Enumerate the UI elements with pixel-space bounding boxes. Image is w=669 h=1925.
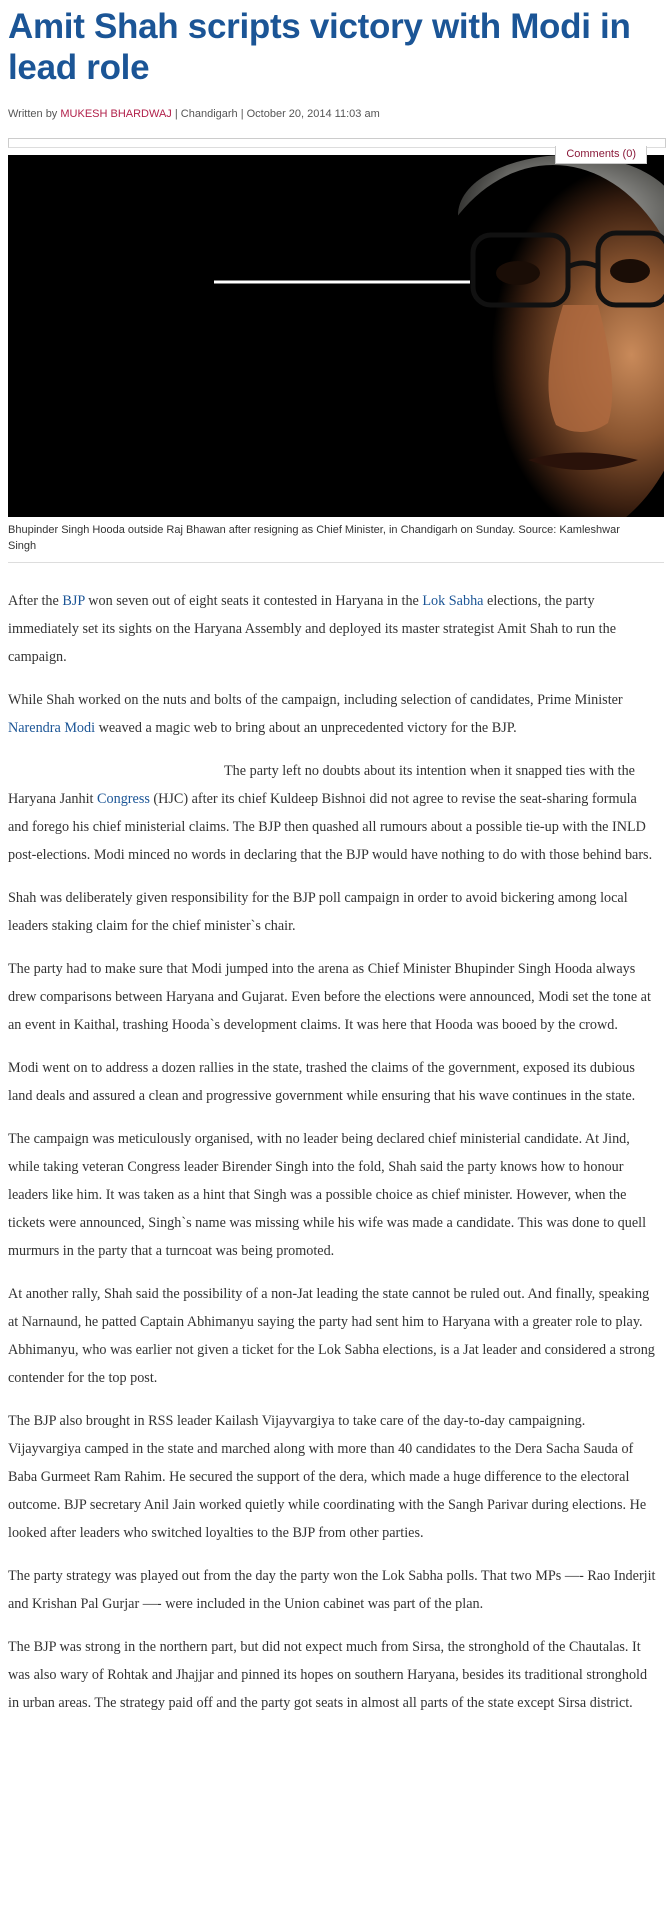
paragraph: The campaign was meticulously organised, with no leader being declared chief ministerial candidate. At Jind, while taking veteran Congress leader Birender Singh into the fold, Shah said the party knows how to honour leaders like him. It was taken as a hint that Singh was a possible choice as chief minister. However, when the tickets were announced, Singh`s name was missing while his wife was made a candidate. This was done to quell murmurs in the party that a turncoat was being promoted. xyxy=(8,1131,647,1259)
congress-link[interactable]: Congress xyxy=(97,791,150,807)
comments-button[interactable]: Comments (0) xyxy=(555,146,647,164)
paragraph: The party had to make sure that Modi jumped into the arena as Chief Minister Bhupinder Singh Hooda always drew comparisons between Haryana and Gujarat. Even before the elections were announced, Modi set the tone at an event in Kaithal, trashing Hooda`s development claims. It was here that Hooda was booed by the crowd. xyxy=(8,961,651,1033)
article-title: Amit Shah scripts victory with Modi in lead role xyxy=(8,7,631,87)
article-photo xyxy=(8,155,664,517)
byline-prefix: Written by xyxy=(8,108,61,120)
paragraph: The party left no doubts about its intention when it snapped ties with the Haryana Janhit Congress (HJC) after its chief Kuldeep Bishnoi did not agree to revise the seat-sharing formula and forego his chief ministerial claims. The BJP then quashed all rumours about a possible tie-up with the INLD post-elections. Modi minced no words in declaring that the BJP would have nothing to do with those behind bars. xyxy=(8,763,653,863)
portrait-image xyxy=(8,155,664,517)
paragraph: After the BJP won seven out of eight seats it contested in Haryana in the Lok Sabha elections, the party immediately set its sights on the Haryana Assembly and deployed its master strategist Amit Shah to run the campaign. xyxy=(8,593,616,665)
paragraph: At another rally, Shah said the possibility of a non-Jat leading the state cannot be ruled out. And finally, speaking at Narnaund, he patted Captain Abhimanyu saying the party had sent him to Haryana with a greater role to play. Abhimanyu, who was earlier not given a ticket for the Lok Sabha elections, is a Jat leader and considered a strong contender for the top post. xyxy=(8,1286,655,1386)
article-container xyxy=(8,0,664,1732)
lok-sabha-link[interactable]: Lok Sabha xyxy=(422,593,484,609)
photo-caption: Bhupinder Singh Hooda outside Raj Bhawan after resigning as Chief Minister, in Chandigarh on Sunday. Source: Kamleshwar Singh xyxy=(8,524,620,552)
byline-location-date: | Chandigarh | October 20, 2014 11:03 am xyxy=(171,108,380,120)
article-toolbar xyxy=(8,138,666,160)
byline xyxy=(8,106,664,122)
paragraph: Modi went on to address a dozen rallies in the state, trashed the claims of the government, exposed its dubious land deals and assured a clean and progressive government while ensuring that his wave continues in the state. xyxy=(8,1060,636,1104)
divider xyxy=(8,562,664,563)
paragraph: Shah was deliberately given responsibility for the BJP poll campaign in order to avoid bickering among local leaders staking claim for the chief minister`s chair. xyxy=(8,890,628,934)
paragraph: The party strategy was played out from the day the party won the Lok Sabha polls. That two MPs —- Rao Inderjit and Krishan Pal Gurjar —- were included in the Union cabinet was part of the plan. xyxy=(8,1568,656,1612)
author-link[interactable]: MUKESH BHARDWAJ xyxy=(60,108,172,120)
paragraph: While Shah worked on the nuts and bolts of the campaign, including selection of candidates, Prime Minister Narendra Modi weaved a magic web to bring about an unprecedented victory for the BJP. xyxy=(8,692,623,736)
paragraph: The BJP also brought in RSS leader Kailash Vijayvargiya to take care of the day-to-day campaigning. Vijayvargiya camped in the state and marched along with more than 40 candidates to the Dera Sacha Sauda of Baba Gurmeet Ram Rahim. He secured the support of the dera, which made a huge difference to the electoral outcome. BJP secretary Anil Jain worked quietly while coordinating with the Sangh Parivar during elections. He looked after leaders who switched loyalties to the BJP from other parties. xyxy=(8,1413,647,1541)
article-body xyxy=(8,587,664,1717)
narendra-modi-link[interactable]: Narendra Modi xyxy=(8,720,96,736)
bjp-link[interactable]: BJP xyxy=(62,593,85,609)
paragraph: The BJP was strong in the northern part, but did not expect much from Sirsa, the stronghold of the Chautalas. It was also wary of Rohtak and Jhajjar and pinned its hopes on southern Haryana, besides its traditional stronghold in urban areas. The strategy paid off and the party got seats in almost all parts of the state except Sirsa district. xyxy=(8,1639,648,1711)
